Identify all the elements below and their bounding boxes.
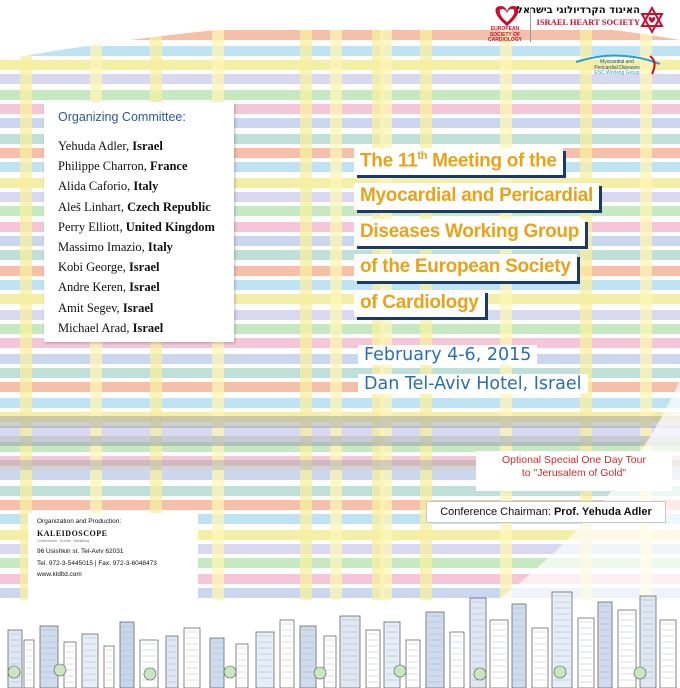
skyline-building bbox=[340, 616, 360, 688]
skyline-building bbox=[64, 642, 76, 688]
skyline-tree bbox=[634, 667, 646, 679]
organization-website: www.kldltd.com bbox=[37, 571, 82, 578]
committee-member bbox=[58, 257, 215, 277]
skyline-building bbox=[578, 618, 594, 688]
member-country: Israel bbox=[132, 320, 164, 335]
member-name: Perry Elliott, bbox=[58, 219, 126, 234]
skyline-building bbox=[532, 628, 548, 688]
organization-title: Organization and Production: bbox=[37, 518, 122, 525]
skyline-building bbox=[426, 612, 444, 688]
skyline-building bbox=[366, 630, 380, 688]
committee-member bbox=[58, 277, 215, 297]
israel-heart-society-logo bbox=[516, 5, 640, 27]
title-superscript: th bbox=[417, 150, 428, 162]
title-text: The 11 bbox=[360, 150, 418, 172]
esc-logo-line: CARDIOLOGY bbox=[488, 37, 522, 43]
chairman-label: Conference Chairman: bbox=[440, 506, 554, 518]
background-grey-band bbox=[0, 436, 680, 446]
committee-member bbox=[58, 197, 215, 217]
star-of-david-heart-icon bbox=[640, 6, 664, 34]
organization-address: 96 Usishkin st. Tel-Aviv 62031 bbox=[37, 548, 124, 555]
meeting-title-line-3: Diseases Working Group bbox=[354, 219, 585, 246]
background-column bbox=[330, 30, 342, 600]
skyline-building bbox=[618, 610, 636, 688]
committee-member bbox=[58, 136, 215, 156]
title-text: Meeting of the bbox=[427, 150, 557, 172]
committee-list bbox=[58, 136, 215, 338]
skyline-tree bbox=[54, 664, 66, 676]
member-country: Israel bbox=[129, 280, 160, 295]
tour-line: Optional Special One Day Tour bbox=[502, 454, 646, 466]
member-name: Massimo Imazio, bbox=[58, 240, 148, 255]
kaleidoscope-logo: KALEIDOSCOPE bbox=[37, 529, 108, 538]
ihs-english-name: ISRAEL HEART SOCIETY bbox=[536, 17, 640, 27]
skyline-building bbox=[104, 646, 114, 688]
skyline-building bbox=[598, 602, 612, 688]
myo-logo-line: Myocardial and bbox=[600, 59, 634, 65]
member-country: Czech Republic bbox=[127, 199, 211, 214]
member-name: Amit Segev, bbox=[58, 300, 123, 315]
skyline-building bbox=[406, 640, 420, 688]
member-name: Philippe Charron, bbox=[58, 159, 151, 174]
committee-member bbox=[58, 318, 215, 338]
organization-phone: Tel. 972-3-5445015 | Fax. 972-3-6048473 bbox=[37, 560, 157, 567]
ihs-hebrew-name: האיגוד הקרדיולוגי בישראל bbox=[516, 5, 640, 16]
skyline-building bbox=[40, 626, 58, 688]
skyline-building bbox=[166, 636, 178, 688]
optional-tour-note bbox=[476, 451, 672, 491]
member-name: Aleš Linhart, bbox=[58, 199, 128, 214]
meeting-title-line-4: of the European Society bbox=[354, 254, 577, 281]
skyline-building bbox=[324, 636, 336, 688]
skyline-tree bbox=[8, 666, 20, 678]
skyline-tree bbox=[554, 666, 566, 678]
conference-chairman bbox=[426, 501, 666, 523]
committee-member bbox=[58, 156, 215, 176]
member-country: France bbox=[150, 159, 188, 174]
meeting-title-line-1 bbox=[354, 148, 563, 175]
skyline-building bbox=[8, 630, 22, 688]
committee-member bbox=[58, 298, 215, 318]
myocardial-pericardial-logo-text bbox=[582, 60, 652, 77]
member-country: Italy bbox=[147, 240, 173, 255]
committee-title: Organizing Committee: bbox=[58, 110, 186, 124]
member-country: Italy bbox=[133, 179, 159, 194]
member-name: Michael Arad, bbox=[58, 320, 133, 335]
skyline-tree bbox=[144, 668, 156, 680]
meeting-title-line-2: Myocardial and Pericardial bbox=[354, 183, 599, 210]
committee-member bbox=[58, 176, 215, 196]
member-name: Kobi George, bbox=[58, 260, 129, 275]
member-name: Andre Keren, bbox=[58, 280, 130, 295]
member-country: Israel bbox=[122, 300, 154, 315]
skyline-building bbox=[184, 628, 200, 688]
esc-logo-line: EUROPEAN bbox=[490, 26, 520, 32]
event-venue: Dan Tel-Aviv Hotel, Israel bbox=[358, 374, 588, 394]
organizing-committee-panel bbox=[44, 102, 234, 342]
member-country: Israel bbox=[132, 139, 163, 153]
member-name: Alida Caforio, bbox=[58, 179, 134, 194]
skyline-building bbox=[210, 638, 224, 688]
esc-logo-line: SOCIETY OF bbox=[489, 31, 521, 38]
member-country: Israel bbox=[128, 260, 160, 275]
member-country: United Kingdom bbox=[125, 219, 215, 234]
event-dates: February 4-6, 2015 bbox=[358, 345, 537, 365]
tour-line: to "Jerusalem of Gold" bbox=[521, 467, 627, 479]
myo-logo-line: ESC Working Group bbox=[594, 70, 640, 76]
skyline-building bbox=[24, 640, 34, 688]
member-name: Yehuda Adler, bbox=[58, 139, 133, 153]
kaleidoscope-tagline: Conferences · Events · Marketing bbox=[37, 539, 90, 543]
skyline-tree bbox=[474, 668, 486, 680]
skyline-building bbox=[512, 604, 526, 688]
skyline-tree bbox=[314, 667, 326, 679]
background-grey-band bbox=[0, 416, 680, 428]
chairman-name: Prof. Yehuda Adler bbox=[553, 506, 652, 518]
skyline-tree bbox=[224, 666, 236, 678]
background-column bbox=[300, 30, 312, 600]
committee-member bbox=[58, 237, 215, 257]
meeting-title-line-5: of Cardiology bbox=[354, 290, 485, 317]
skyline-building bbox=[140, 640, 158, 688]
committee-member bbox=[58, 217, 215, 237]
tel-aviv-skyline-illustration bbox=[0, 560, 680, 688]
myo-logo-line: Pericardial Diseases bbox=[594, 64, 640, 71]
skyline-tree bbox=[394, 665, 406, 677]
skyline-building bbox=[300, 626, 316, 688]
esc-logo-text bbox=[478, 27, 532, 44]
